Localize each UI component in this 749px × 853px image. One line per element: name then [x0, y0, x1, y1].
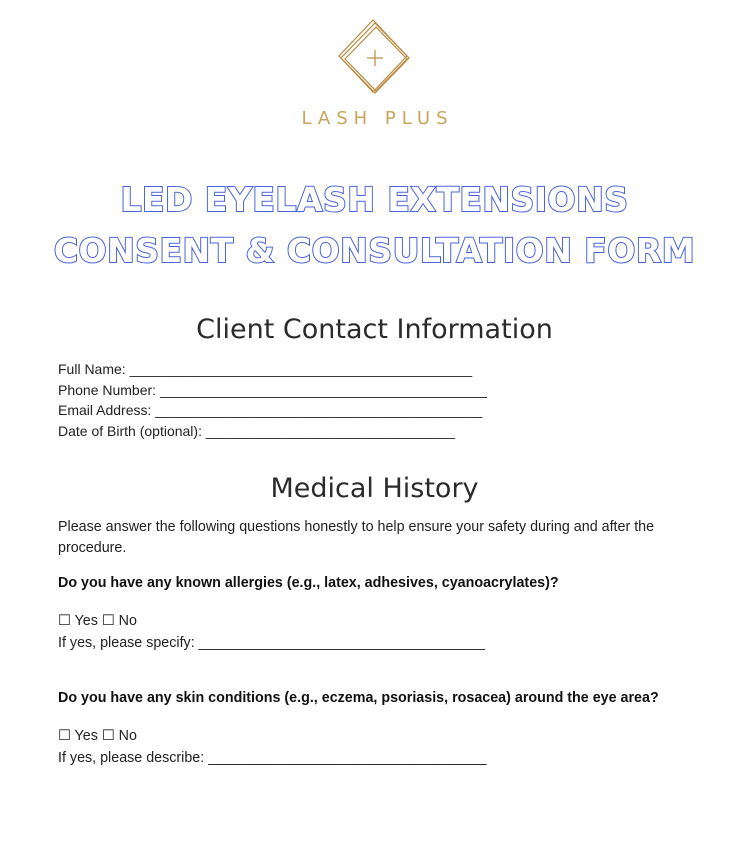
answer-skin-conditions [58, 725, 487, 769]
field-blank: ____________________________________________ [129, 361, 473, 377]
field-blank: __________________________________________ [155, 402, 483, 419]
contact-fields [58, 359, 487, 442]
field-label: Email Address: [58, 402, 152, 419]
no-checkbox[interactable]: ☐ No [101, 613, 137, 629]
section-heading-contact: Client Contact Information [196, 314, 553, 345]
full-name-field[interactable] [58, 359, 487, 380]
section-heading-medical: Medical History [270, 473, 479, 504]
yes-checkbox[interactable]: ☐ Yes [58, 613, 98, 629]
field-label: Date of Birth (optional): [58, 423, 202, 440]
phone-number-field[interactable] [58, 380, 487, 401]
question-allergies: Do you have any known allergies (e.g., latex, adhesives, cyanoacrylates)? [58, 575, 559, 591]
question-skin-conditions: Do you have any skin conditions (e.g., eczema, psoriasis, rosacea) around the eye area? [58, 690, 659, 706]
brand-name: LASH PLUS [301, 108, 454, 129]
diamond-plus-icon [335, 18, 415, 98]
field-label: Phone Number: [58, 381, 157, 398]
followup-skin-conditions[interactable]: If yes, please describe: ___________________________________ [58, 750, 487, 766]
answer-allergies [58, 610, 485, 654]
yes-checkbox[interactable]: ☐ Yes [58, 728, 98, 744]
field-label: Full Name: [58, 361, 126, 377]
logo [0, 18, 749, 129]
form-title-line1: LED EYELASH EXTENSIONS [120, 180, 629, 219]
followup-allergies[interactable]: If yes, please specify: ____________________________________ [58, 635, 485, 651]
form-title-line2: CONSENT & CONSULTATION FORM [53, 231, 696, 270]
email-address-field[interactable] [58, 400, 487, 421]
field-blank: __________________________________________ [159, 381, 487, 398]
field-blank: ________________________________ [205, 423, 456, 440]
medical-intro: Please answer the following questions honestly to help ensure your safety during and after the procedure. [58, 519, 655, 556]
no-checkbox[interactable]: ☐ No [101, 728, 137, 744]
date-of-birth-field[interactable] [58, 421, 487, 442]
